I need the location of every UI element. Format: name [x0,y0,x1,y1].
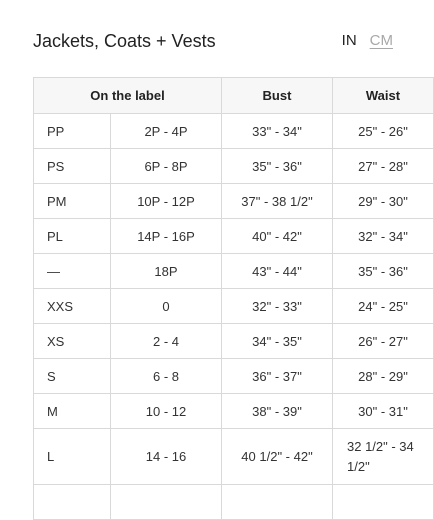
waist-cell: 32 1/2" - 34 1/2" [333,429,434,485]
size-code-cell: PP [34,114,111,149]
table-header-row [34,78,434,114]
table-row [34,429,434,485]
waist-cell: 24" - 25" [333,289,434,324]
size-table-scroll-area[interactable] [33,77,414,517]
header-bust: Bust [222,78,333,114]
size-table [33,77,434,520]
label-size-cell: 2P - 4P [111,114,222,149]
bust-cell: 33" - 34" [222,114,333,149]
size-code-cell [34,485,111,520]
bust-cell: 40" - 42" [222,219,333,254]
size-code-cell: XXS [34,289,111,324]
header-waist: Waist [333,78,434,114]
bust-cell: 40 1/2" - 42" [222,429,333,485]
size-chart-header [33,30,393,54]
label-size-cell: 10P - 12P [111,184,222,219]
label-size-cell: 0 [111,289,222,324]
bust-cell: 43" - 44" [222,254,333,289]
label-size-cell: 14 - 16 [111,429,222,485]
size-code-cell: S [34,359,111,394]
bust-cell: 34" - 35" [222,324,333,359]
size-code-cell: PL [34,219,111,254]
table-row [34,114,434,149]
unit-toggle [342,30,393,52]
waist-cell: 35" - 36" [333,254,434,289]
unit-in-option[interactable]: IN [341,32,357,49]
table-row [34,289,434,324]
label-size-cell: 14P - 16P [111,219,222,254]
table-row [34,254,434,289]
waist-cell: 27" - 28" [333,149,434,184]
waist-cell: 26" - 27" [333,324,434,359]
bust-cell: 37" - 38 1/2" [222,184,333,219]
header-on-the-label: On the label [34,78,222,114]
bust-cell [222,485,333,520]
table-row [34,485,434,520]
size-code-cell: L [34,429,111,485]
size-code-cell: M [34,394,111,429]
table-row [34,359,434,394]
size-code-cell: PS [34,149,111,184]
bust-cell: 36" - 37" [222,359,333,394]
waist-cell: 30" - 31" [333,394,434,429]
table-row [34,324,434,359]
table-row [34,184,434,219]
bust-cell: 38" - 39" [222,394,333,429]
page-title: Jackets, Coats + Vests [33,31,216,51]
size-code-cell: PM [34,184,111,219]
unit-cm-option[interactable]: CM [369,32,393,49]
table-row [34,219,434,254]
waist-cell [333,485,434,520]
table-row [34,394,434,429]
label-size-cell: 2 - 4 [111,324,222,359]
label-size-cell: 6P - 8P [111,149,222,184]
label-size-cell [111,485,222,520]
label-size-cell: 10 - 12 [111,394,222,429]
label-size-cell: 6 - 8 [111,359,222,394]
waist-cell: 29" - 30" [333,184,434,219]
bust-cell: 35" - 36" [222,149,333,184]
label-size-cell: 18P [111,254,222,289]
waist-cell: 25" - 26" [333,114,434,149]
bust-cell: 32" - 33" [222,289,333,324]
table-row [34,149,434,184]
size-code-cell: — [34,254,111,289]
size-code-cell: XS [34,324,111,359]
waist-cell: 28" - 29" [333,359,434,394]
waist-cell: 32" - 34" [333,219,434,254]
